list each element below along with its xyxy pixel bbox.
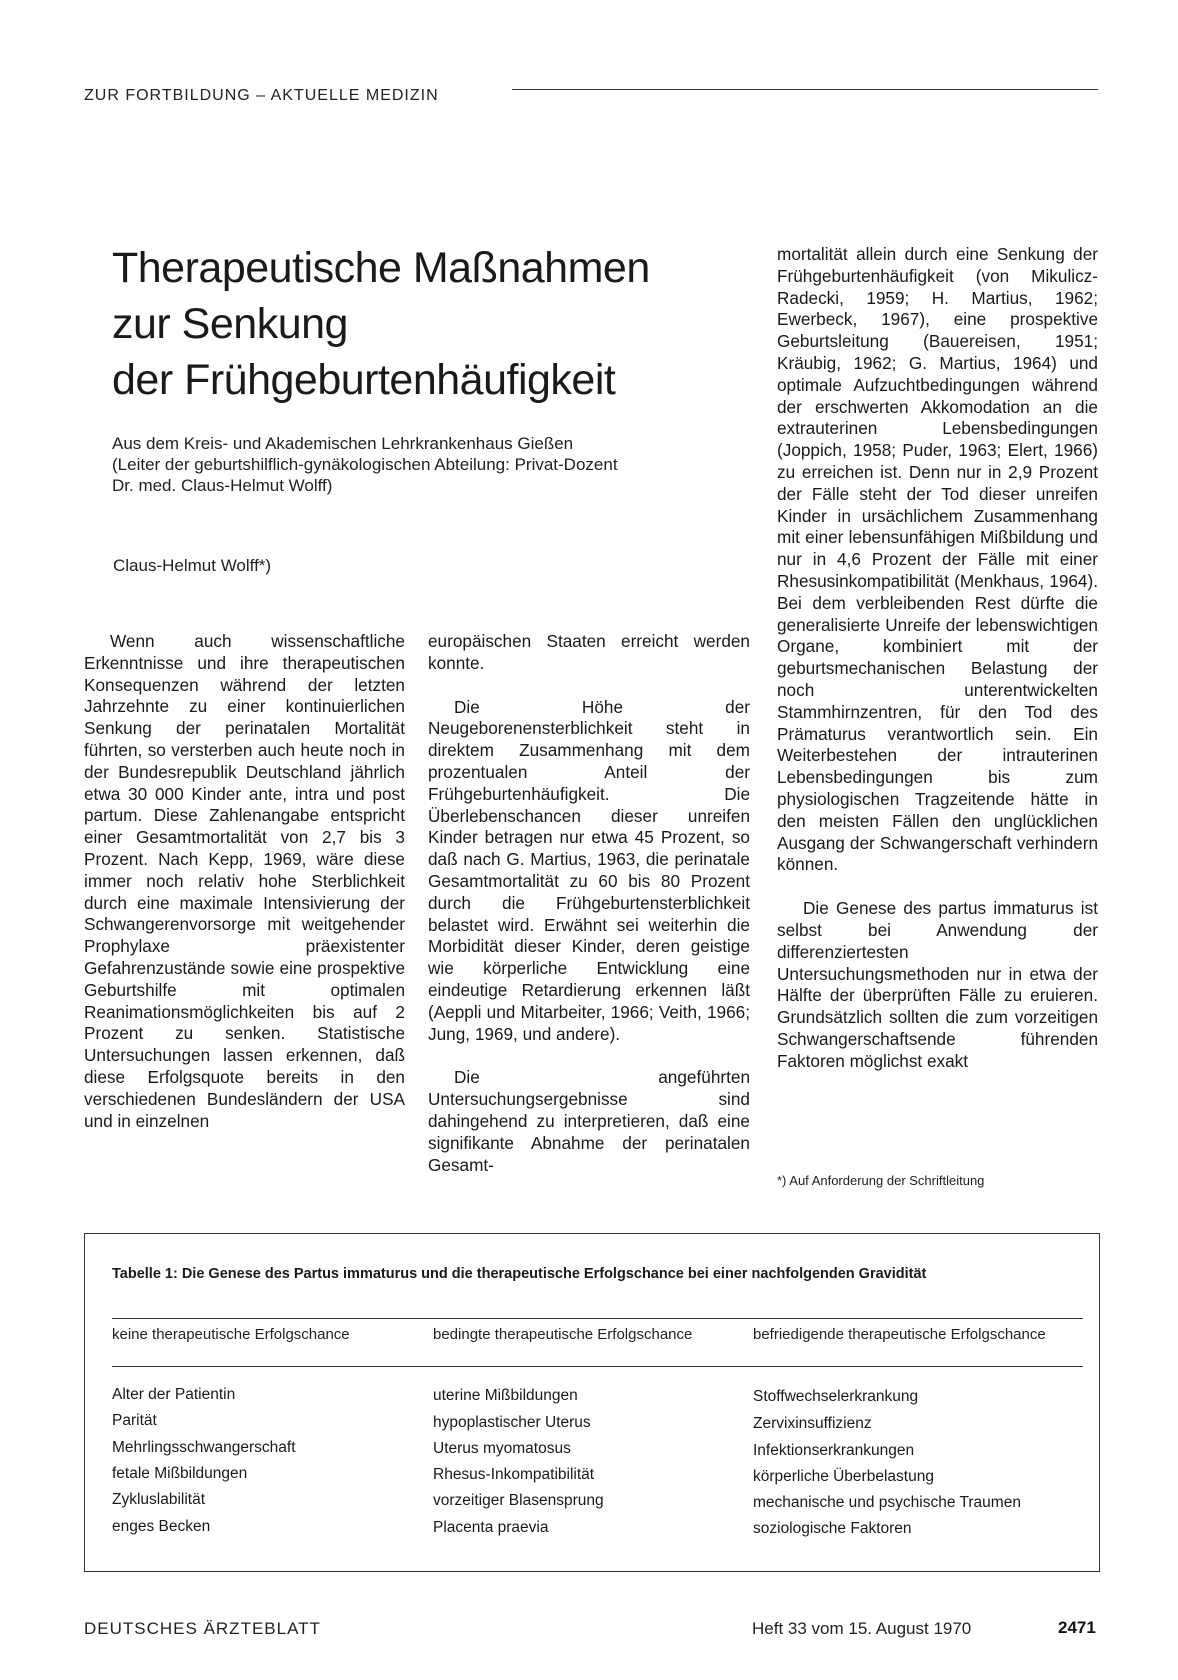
text-column-2 [428,631,750,1176]
table-cell: uterine Mißbildungen [433,1387,578,1404]
running-header: ZUR FORTBILDUNG – AKTUELLE MEDIZIN [84,87,439,104]
table-cell: soziologische Faktoren [753,1520,912,1537]
footnote: *) Auf Anforderung der Schriftleitung [777,1173,985,1188]
affiliation-line: (Leiter der geburtshilflich-gynäkologischen Abteilung: Privat-Dozent [112,455,618,474]
text-column-3 [777,244,1098,1072]
journal-name: DEUTSCHES ÄRZTEBLATT [84,1619,321,1638]
table-cell: Mehrlingsschwangerschaft [112,1439,296,1456]
table-cell: vorzeitiger Blasensprung [433,1492,604,1509]
table-cell: körperliche Überbelastung [753,1468,934,1485]
table-cell: enges Becken [112,1518,211,1535]
issue-info: Heft 33 vom 15. August 1970 [752,1619,972,1638]
table-header: keine therapeutische Erfolgschance [112,1326,350,1343]
table-rule-top [112,1318,1083,1319]
table-cell: mechanische und psychische Traumen [753,1494,1021,1511]
table-header: befriedigende therapeutische Erfolgschance [753,1326,1046,1343]
table-cell: Zervixinsuffizienz [753,1415,872,1432]
table-1 [84,1233,1100,1572]
paragraph: Die Höhe der Neugeborenensterblichkeit steht in direktem Zusammenhang mit dem prozentualen Anteil der Frühgeburtenhäufigkeit. Die Überlebenschancen dieser unreifen Kinder betragen nur etwa 45 Prozent, so daß nach G. Martius, 1963, die perinatale Gesamtmortalität zu 60 bis 80 Prozent durch die Frühgeburtensterblichkeit belastet wird. Erwähnt sei weiterhin die Morbidität dieser Kinder, deren geistige wie körperliche Entwicklung eine eindeutige Retardierung erkennen läßt (Aeppli und Mitarbeiter, 1966; Veith, 1966; Jung, 1969, und andere). [428,696,750,1044]
table-cell: Zykluslabilität [112,1491,206,1508]
table-cell: hypoplastischer Uterus [433,1414,591,1431]
table-header: bedingte therapeutische Erfolgschance [433,1326,693,1343]
table-cell: Uterus myomatosus [433,1440,571,1457]
title-line: zur Senkung [112,300,348,348]
paragraph: Wenn auch wissenschaftliche Erkenntnisse und ihre therapeutischen Konsequenzen während der letzten Jahrzehnte zu einer kontinuierlichen Senkung der perinatalen Mortalität führten, so versterben auch heute noch in der Bundesrepublik Deutschland jährlich etwa 30 000 Kinder ante, intra und post partum. Diese Zahlenangabe entspricht einer Gesamtmortalität von 2,7 bis 3 Prozent. Nach Kepp, 1969, wäre diese immer noch relativ hohe Sterblichkeit durch eine maximale Intensivierung der Schwangerenvorsorge mit weitgehender Prophylaxe präexistenter Gefahrenzustände sowie eine prospektive Geburtshilfe mit optimalen Reanimationsmöglichkeiten bis auf 2 Prozent zu senken. Statistische Untersuchungen lassen erkennen, daß diese Erfolgsquote bereits in den verschiedenen Bundesländern der USA und in einzelnen [84,631,405,1131]
affiliation-line: Dr. med. Claus-Helmut Wolff) [112,476,333,495]
table-cell: Placenta praevia [433,1519,549,1536]
table-caption: Tabelle 1: Die Genese des Partus immaturus und die therapeutische Erfolgschance bei einer nachfolgenden Gravidität [112,1266,927,1282]
paragraph: Die angeführten Untersuchungsergebnisse sind dahingehend zu interpretieren, daß eine signifikante Abnahme der perinatalen Gesamt- [428,1067,750,1175]
table-rule-header [112,1366,1083,1367]
affiliation-line: Aus dem Kreis- und Akademischen Lehrkrankenhaus Gießen [112,434,574,453]
table-cell: fetale Mißbildungen [112,1465,248,1482]
header-rule [512,89,1098,90]
table-cell: Infektionserkrankungen [753,1442,915,1459]
affiliation [112,433,752,496]
title-line: der Frühgeburtenhäufigkeit [112,356,616,404]
table-cell: Stoffwechselerkrankung [753,1388,919,1405]
text-column-1 [84,631,405,1132]
table-cell: Parität [112,1412,157,1429]
page-number: 2471 [1058,1618,1096,1637]
paragraph: Die Genese des partus immaturus ist selbst bei Anwendung der differenziertesten Untersuchungsmethoden nur in etwa der Hälfte der überprüften Fälle zu eruieren. Grundsätzlich sollten die zum vorzeitigen Schwangerschaftsende führenden Faktoren möglichst exakt [777,898,1098,1071]
table-cell: Alter der Patientin [112,1386,236,1403]
author-name: Claus-Helmut Wolff*) [113,556,272,575]
table-cell: Rhesus-Inkompatibilität [433,1466,595,1483]
title-line: Therapeutische Maßnahmen [112,244,650,292]
paragraph: europäischen Staaten erreicht werden konnte. [428,631,750,673]
article-title [112,240,752,408]
paragraph: mortalität allein durch eine Senkung der Frühgeburtenhäufigkeit (von Mikulicz-Radecki, 1959; H. Martius, 1962; Ewerbeck, 1967), eine prospektive Geburtsleitung (Bauereisen, 1951; Kräubig, 1962; G. Martius, 1964) und optimale Aufzuchtbedingungen während der erschwerten Akkomodation an die extrauterinen Lebensbedingungen (Joppich, 1958; Puder, 1963; Elert, 1966) zu erreichen ist. Denn nur in 2,9 Prozent der Fälle steht der Tod dieser unreifen Kinder in ursächlichem Zusammenhang mit einer lebensunfähigen Mißbildung und nur in 4,6 Prozent der Fälle mit einer Rhesusinkompatibilität (Menkhaus, 1964). Bei dem verbleibenden Rest dürfte die generalisierte Unreife der lebenswichtigen Organe, kombiniert mit der geburtsmechanischen Belastung der noch unterentwickelten Stammhirnzentren, für den Tod des Prämaturus verantwortlich sein. Ein Weiterbestehen der intrauterinen Lebensbedingungen bis zum physiologischen Tragzeitende hätte in den meisten Fällen den unglücklichen Ausgang der Schwangerschaft verhindern können. [777,244,1098,875]
